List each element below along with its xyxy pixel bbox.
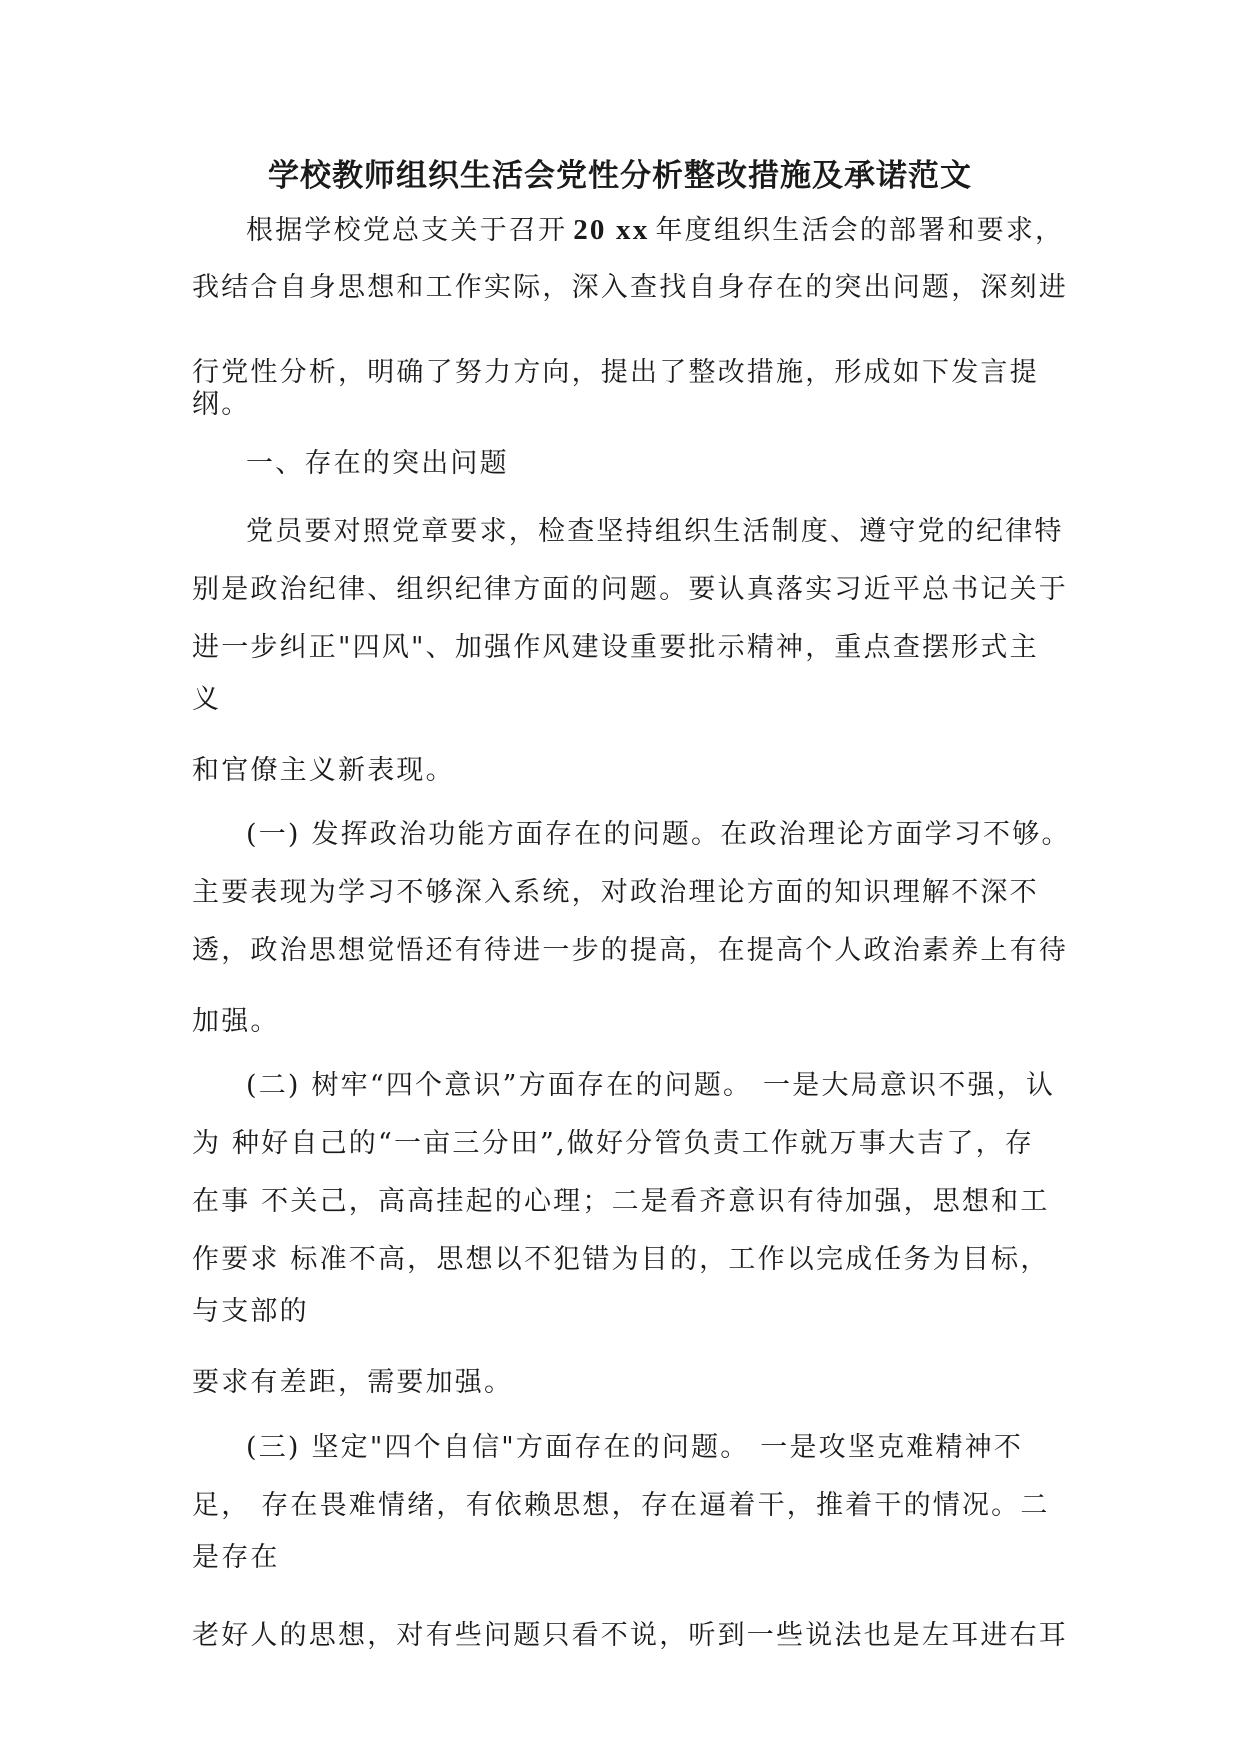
body-line-3: 进一步纠正"四风"、加强作风建设重要批示精神，重点查摆形式主 xyxy=(192,632,1039,663)
body-line-1: 党员要对照党章要求，检查坚持组织生活制度、遵守党的纪律特 xyxy=(246,516,1064,547)
intro-line-1 xyxy=(246,213,1064,248)
intro-text-b: 年度组织生活会的部署和要求， xyxy=(655,215,1065,246)
item-2-line-3: 在事 不关己，高高挂起的心理；二是看齐意识有待加强，思想和工 xyxy=(192,1186,1050,1217)
intro-line-3: 行党性分析，明确了努力方向，提出了整改措施，形成如下发言提 xyxy=(192,357,1039,388)
item-2-line-4: 作要求 标准不高，思想以不犯错为目的，工作以完成任务为目标， xyxy=(192,1244,1050,1275)
item-1-line-2: 主要表现为学习不够深入系统，对政治理论方面的知识理解不深不 xyxy=(192,877,1039,908)
item-1-line-3: 透，政治思想觉悟还有待进一步的提高，在提高个人政治素养上有待 xyxy=(192,935,1068,966)
intro-line-2: 我结合自身思想和工作实际，深入查找自身存在的突出问题，深刻进 xyxy=(192,272,1068,303)
section-heading: 一、存在的突出问题 xyxy=(246,448,509,479)
intro-line-4: 纲。 xyxy=(192,389,251,420)
item-3-line-2: 足， 存在畏难情绪，有依赖思想，存在逼着干，推着干的情况。二 xyxy=(192,1490,1050,1521)
document-title: 学校教师组织生活会党性分析整改措施及承诺范文 xyxy=(268,158,972,194)
item-2-line-6: 要求有差距，需要加强。 xyxy=(192,1367,514,1398)
item-3-line-3: 是存在 xyxy=(192,1542,280,1573)
intro-text-a: 根据学校党总支关于召开 xyxy=(246,215,568,246)
item-2-line-5: 与支部的 xyxy=(192,1296,309,1327)
body-line-2: 别是政治纪律、组织纪律方面的问题。要认真落实习近平总书记关于 xyxy=(192,574,1068,605)
item-3-line-1: (三) 坚定"四个自信"方面存在的问题。 一是攻坚克难精神不 xyxy=(246,1432,1024,1463)
item-2-line-1: (二) 树牢“四个意识”方面存在的问题。 一是大局意识不强，认 xyxy=(246,1070,1056,1101)
body-line-5: 和官僚主义新表现。 xyxy=(192,755,455,786)
item-1-line-1: (一) 发挥政治功能方面存在的问题。在政治理论方面学习不够。 xyxy=(246,819,1071,850)
item-2-line-2: 为 种好自己的“一亩三分田”,做好分管负责工作就万事大吉了，存 xyxy=(192,1128,1034,1159)
body-line-4: 义 xyxy=(192,684,222,715)
item-3-line-4: 老好人的思想，对有些问题只看不说，听到一些说法也是左耳进右耳 xyxy=(192,1620,1068,1651)
item-1-line-4: 加强。 xyxy=(192,1006,280,1037)
year-text: 20 xx xyxy=(573,214,650,246)
